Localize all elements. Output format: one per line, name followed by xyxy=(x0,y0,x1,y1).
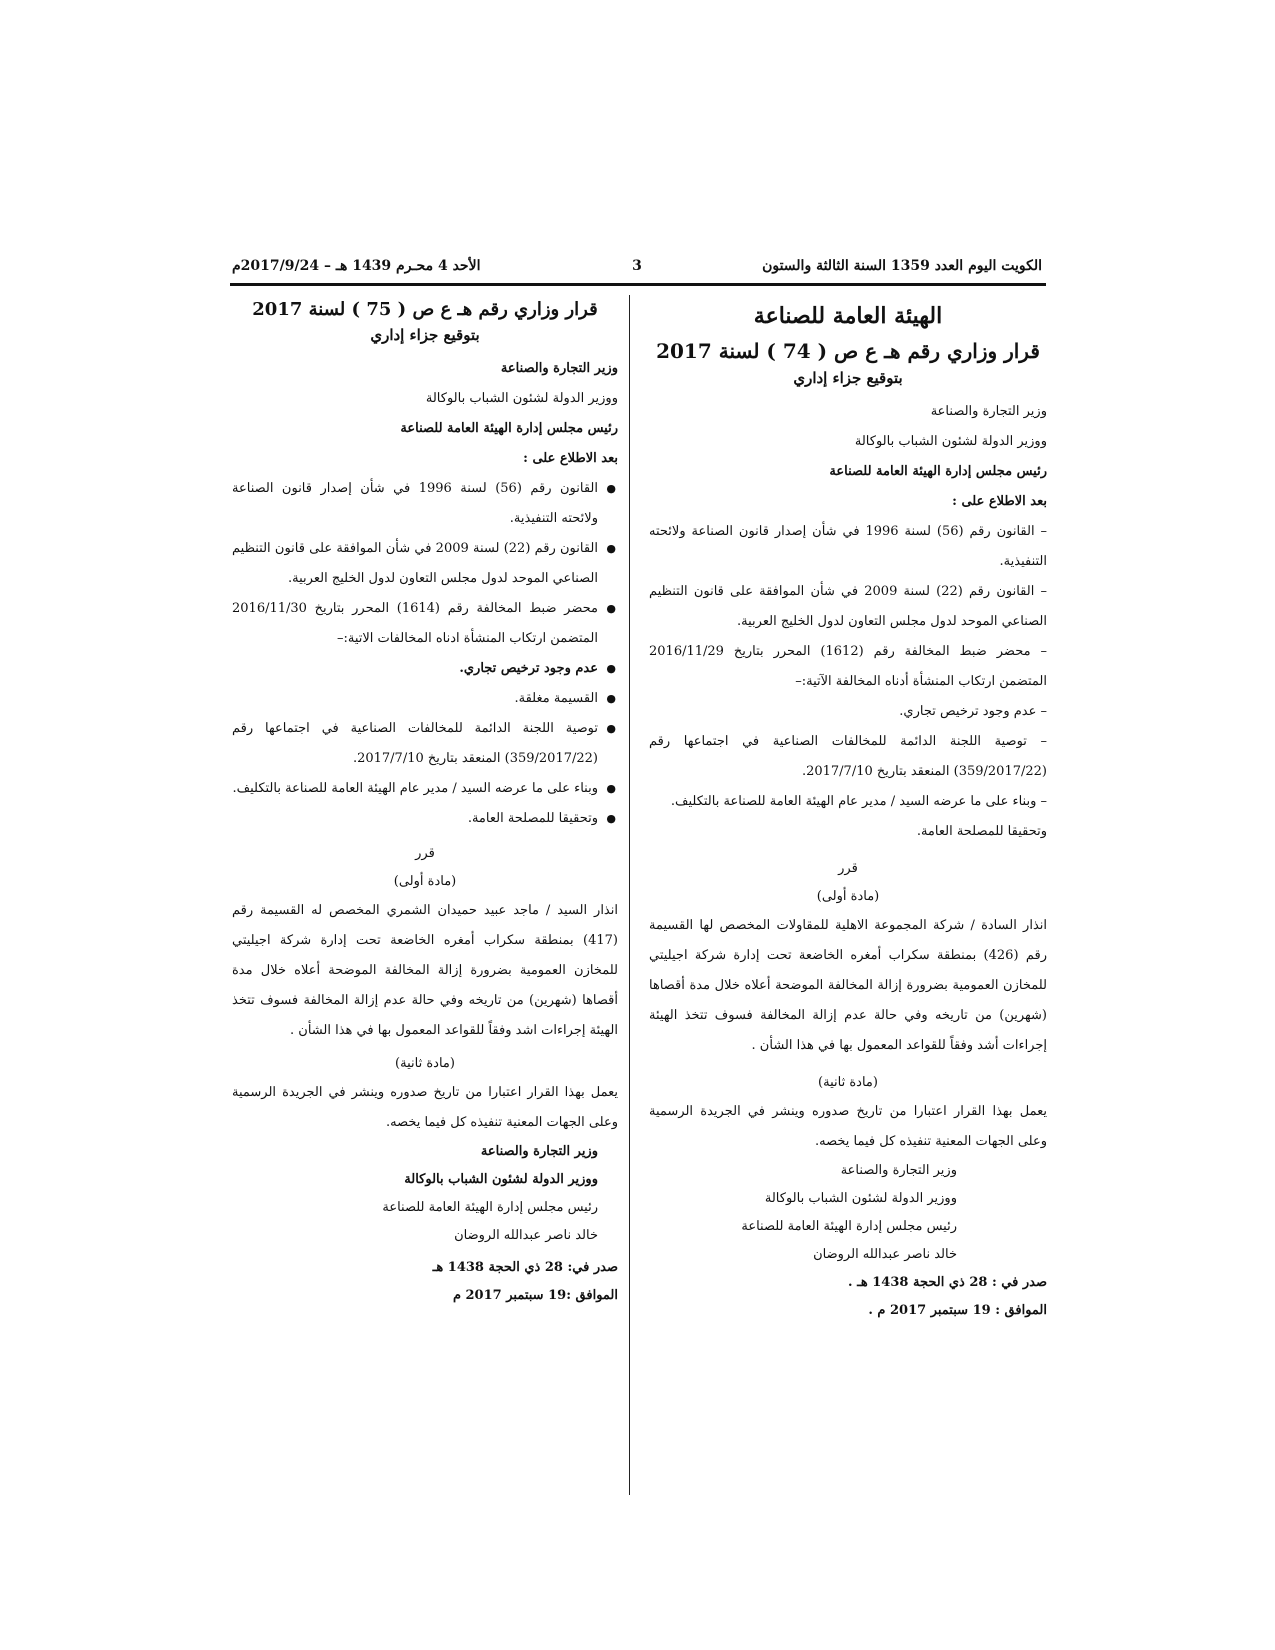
reference-item: وتحقيقا للمصلحة العامة. xyxy=(916,824,1047,839)
decision-title: قرار وزاري رقم هـ ع ص ( 74 ) لسنة 2017 xyxy=(656,339,1040,363)
bullet-icon: ● xyxy=(606,722,616,735)
signature-line: رئيس مجلس إدارة الهيئة العامة للصناعة xyxy=(741,1219,957,1234)
reference-item: – عدم وجود ترخيص تجاري. xyxy=(899,704,1047,719)
issue-date-block xyxy=(232,1254,618,1310)
preamble-line: رئيس مجلس إدارة الهيئة العامة للصناعة xyxy=(400,421,618,436)
article-2-heading: (مادة ثانية) xyxy=(818,1075,878,1090)
decision-subtitle: بتوقيع جزاء إداري xyxy=(793,369,903,387)
article-1-text: انذار السيد / ماجد عبيد حميدان الشمري المخصص له القسيمة رقم (417) بمنطقة سكراب أمغره الخاضعة تحت إدارة شركة اجيليتي للمخازن العمومية بضرورة إزالة المخالفة الموضحة أعلاه خلال مدة أقصاها (شهرين) من تاريخه وفي حالة عدم إزالة المخالفة فسوف تتخذ الهيئة إجراءات اشد وفقاً للقواعد المعمول بها في هذا الشأن . xyxy=(232,903,618,1038)
bullet-icon: ● xyxy=(606,782,616,795)
article-1-text: انذار السادة / شركة المجموعة الاهلية للمقاولات المخصص لها القسيمة رقم (426) بمنطقة سكراب أمغره الخاضعة تحت إدارة شركة اجيليتي للمخازن العمومية بضرورة إزالة المخالفة الموضحة أعلاه خلال مدة أقصاها (شهرين) من تاريخه وفي حالة عدم إزالة المخالفة فسوف تتخذ الهيئة إجراءات أشد وفقاً للقواعد المعمول بها في هذا الشأن . xyxy=(649,918,1047,1053)
decision-74-column xyxy=(649,295,1047,1325)
list-item: ● عدم وجود ترخيص تجاري. xyxy=(232,654,618,684)
header-rule xyxy=(230,283,1046,286)
preamble-line: ووزير الدولة لشئون الشباب بالوكالة xyxy=(425,391,618,406)
preamble-line: وزير التجارة والصناعة xyxy=(930,404,1047,419)
article-2-text: يعمل بهذا القرار اعتبارا من تاريخ صدوره وينشر في الجريدة الرسمية وعلى الجهات المعنية تنفيذه كل فيما يخصه. xyxy=(649,1104,1047,1149)
article-1-heading: (مادة أولى) xyxy=(393,874,457,889)
reference-item: – توصية اللجنة الدائمة للمخالفات الصناعية في اجتماعها رقم (359/2017/22) المنعقد بتاريخ 2017/7/10. xyxy=(649,734,1047,779)
page-header xyxy=(232,258,1042,280)
article-2-text: يعمل بهذا القرار اعتبارا من تاريخ صدوره وينشر في الجريدة الرسمية وعلى الجهات المعنية تنفيذه كل فيما يخصه. xyxy=(232,1085,618,1130)
organization-title: الهيئة العامة للصناعة xyxy=(753,303,943,329)
issued-date: صدر في : 28 ذي الحجة 1438 هـ . xyxy=(848,1275,1047,1290)
reference-list xyxy=(232,474,618,834)
decided-heading: قرر xyxy=(415,846,435,861)
corresponding-date: الموافق :19 سبتمبر 2017 م xyxy=(452,1288,618,1303)
list-item: ● القانون رقم (22) لسنة 2009 في شأن الموافقة على قانون التنظيم الصناعي الموحد لدول مجلس التعاون لدول الخليج العربية. xyxy=(232,534,618,594)
decision-subtitle: بتوقيع جزاء إداري xyxy=(370,326,480,344)
issued-date: صدر في: 28 ذي الحجة 1438 هـ xyxy=(432,1260,618,1275)
signature-line: وزير التجارة والصناعة xyxy=(480,1144,598,1159)
preamble-line: رئيس مجلس إدارة الهيئة العامة للصناعة xyxy=(829,464,1047,479)
list-item: ● وبناء على ما عرضه السيد / مدير عام الهيئة العامة للصناعة بالتكليف. xyxy=(232,774,618,804)
signature-line: رئيس مجلس إدارة الهيئة العامة للصناعة xyxy=(382,1200,598,1215)
bullet-icon: ● xyxy=(606,662,616,675)
list-item: ● محضر ضبط المخالفة رقم (1614) المحرر بتاريخ 2016/11/30 المتضمن ارتكاب المنشأة ادناه المخالفات الاتية:– xyxy=(232,594,618,654)
list-item: ● توصية اللجنة الدائمة للمخالفات الصناعية في اجتماعها رقم (359/2017/22) المنعقد بتاريخ 2017/7/10. xyxy=(232,714,618,774)
signatory-name: خالد ناصر عبدالله الروضان xyxy=(454,1228,598,1243)
signature-block xyxy=(232,1138,598,1250)
signature-line: ووزير الدولة لشئون الشباب بالوكالة xyxy=(404,1172,598,1187)
bullet-icon: ● xyxy=(606,482,616,495)
issue-date: الأحد 4 محـرم 1439 هـ – 2017/9/24م xyxy=(232,258,481,274)
list-item: ● القانون رقم (56) لسنة 1996 في شأن إصدار قانون الصناعة ولائحته التنفيذية. xyxy=(232,474,618,534)
reference-item: – القانون رقم (22) لسنة 2009 في شأن الموافقة على قانون التنظيم الصناعي الموحد لدول مجلس التعاون لدول الخليج العربية. xyxy=(649,584,1047,629)
bullet-icon: ● xyxy=(606,812,616,825)
bullet-icon: ● xyxy=(606,602,616,615)
signature-line: وزير التجارة والصناعة xyxy=(840,1163,957,1178)
article-1-heading: (مادة أولى) xyxy=(816,889,880,904)
decision-title: قرار وزاري رقم هـ ع ص ( 75 ) لسنة 2017 xyxy=(252,299,598,320)
signature-line: ووزير الدولة لشئون الشباب بالوكالة xyxy=(764,1191,957,1206)
preamble-line: بعد الاطلاع على : xyxy=(523,451,618,466)
preamble-line: وزير التجارة والصناعة xyxy=(500,361,618,376)
preamble-line: ووزير الدولة لشئون الشباب بالوكالة xyxy=(854,434,1047,449)
reference-item: – وبناء على ما عرضه السيد / مدير عام الهيئة العامة للصناعة بالتكليف. xyxy=(670,794,1047,809)
page-number: 3 xyxy=(632,258,642,274)
corresponding-date: الموافق : 19 سبتمبر 2017 م . xyxy=(868,1303,1047,1318)
decision-75-column xyxy=(232,295,618,1310)
bullet-icon: ● xyxy=(606,692,616,705)
column-divider xyxy=(629,295,630,1495)
gazette-issue-info: الكويت اليوم العدد 1359 السنة الثالثة والستون xyxy=(762,258,1042,274)
reference-item: – محضر ضبط المخالفة رقم (1612) المحرر بتاريخ 2016/11/29 المتضمن ارتكاب المنشأة أدناه المخالفة الآتية:– xyxy=(649,644,1047,689)
bullet-icon: ● xyxy=(606,542,616,555)
list-item: ● وتحقيقا للمصلحة العامة. xyxy=(232,804,618,834)
issue-date-block xyxy=(649,1269,1047,1325)
list-item: ● القسيمة مغلقة. xyxy=(232,684,618,714)
signature-block xyxy=(649,1157,957,1269)
reference-item: – القانون رقم (56) لسنة 1996 في شأن إصدار قانون الصناعة ولائحته التنفيذية. xyxy=(649,524,1048,569)
signatory-name: خالد ناصر عبدالله الروضان xyxy=(813,1247,957,1262)
decided-heading: قرر xyxy=(838,861,858,876)
preamble-line: بعد الاطلاع على : xyxy=(952,494,1047,509)
article-2-heading: (مادة ثانية) xyxy=(395,1056,455,1071)
